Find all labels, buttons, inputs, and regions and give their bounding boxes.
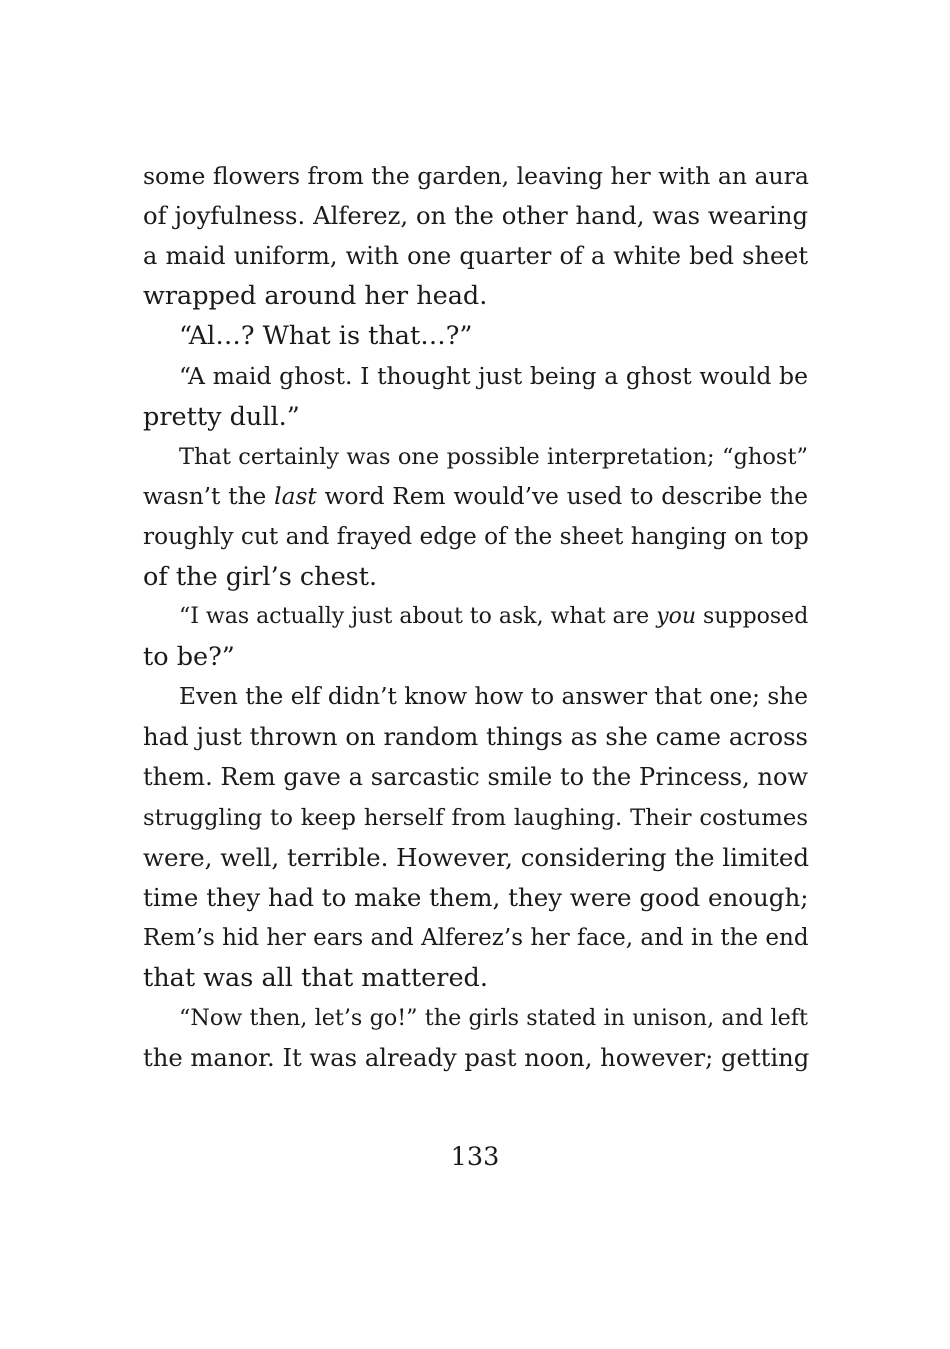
text-line: “Al…? What is that…?” xyxy=(179,321,473,352)
text-line: that was all that mattered. xyxy=(143,962,488,993)
text-line: the manor. It was already past noon, however; getting xyxy=(143,1043,810,1073)
emphasis: you xyxy=(656,604,697,630)
text-segment: supposed xyxy=(696,604,809,630)
text-line: of joyfulness. Alferez, on the other hand, was wearing xyxy=(143,201,808,231)
text-line: wrapped around her head. xyxy=(143,281,488,312)
emphasis: last xyxy=(274,482,317,510)
text-segment: wasn’t the xyxy=(143,482,275,510)
text-line: Even the elf didn’t know how to answer that one; she xyxy=(179,683,808,711)
text-segment: “I was actually just about to ask, what are xyxy=(179,604,657,630)
text-line: struggling to keep herself from laughing. Their costumes xyxy=(143,804,808,831)
text-line xyxy=(143,477,808,517)
text-line: had just thrown on random things as she came across xyxy=(143,722,808,752)
text-line: That certainly was one possible interpretation; “ghost” xyxy=(179,443,808,470)
text-line: roughly cut and frayed edge of the sheet hanging on top xyxy=(143,522,809,550)
text-line: “A maid ghost. I thought just being a ghost would be xyxy=(179,362,808,391)
text-line: some flowers from the garden, leaving her with an aura xyxy=(143,162,809,190)
text-line: to be?” xyxy=(143,642,235,673)
text-line: pretty dull.” xyxy=(143,401,300,432)
text-line: time they had to make them, they were good enough; xyxy=(143,882,809,912)
text-line: a maid uniform, with one quarter of a white bed sheet xyxy=(143,242,808,271)
text-line: were, well, terrible. However, considering the limited xyxy=(143,842,810,872)
text-segment: word Rem would’ve used to describe the xyxy=(316,482,809,510)
text-line: “Now then, let’s go!” the girls stated in unison, and left xyxy=(179,1004,808,1031)
text-line xyxy=(143,597,808,637)
text-line: them. Rem gave a sarcastic smile to the Princess, now xyxy=(143,763,808,792)
page-number: 133 xyxy=(450,1142,500,1172)
body-text xyxy=(143,156,808,1078)
text-line: Rem’s hid her ears and Alferez’s her face, and in the end xyxy=(143,924,809,951)
text-line: of the girl’s chest. xyxy=(143,561,378,592)
